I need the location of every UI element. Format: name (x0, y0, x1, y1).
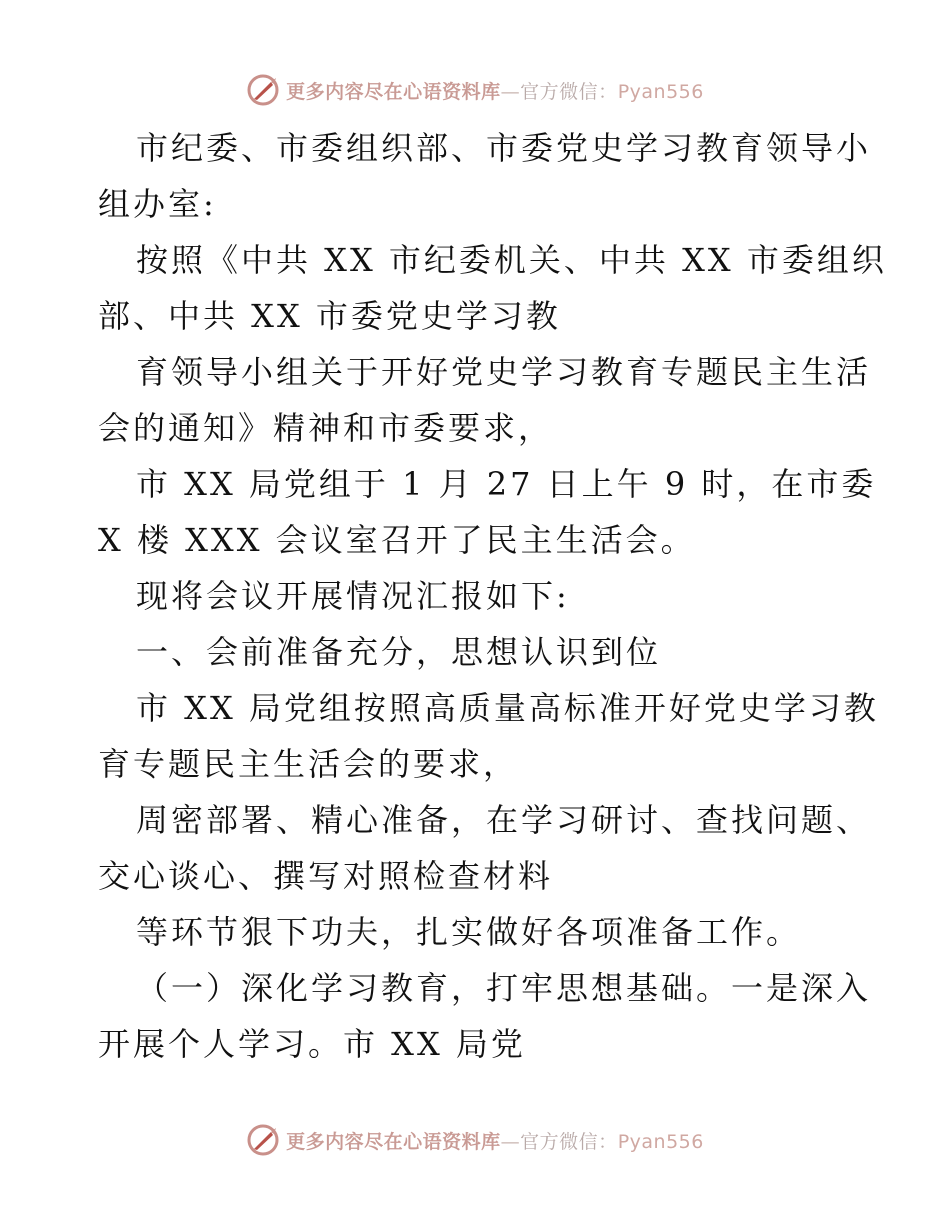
text-line: 部、中共 XX 市委党史学习教 (98, 297, 561, 335)
section-heading: 一、会前准备充分，思想认识到位 (136, 633, 662, 671)
watermark-header (0, 70, 950, 110)
text-line: 开展个人学习。市 XX 局党 (98, 1025, 526, 1063)
document-body (98, 120, 887, 1072)
text-line: 市纪委、市委组织部、市委党史学习教育领导小 (136, 129, 872, 167)
quill-logo-icon (246, 1123, 280, 1157)
text-line: 会的通知》精神和市委要求， (98, 409, 554, 447)
text-line: 现将会议开展情况汇报如下: (136, 577, 570, 615)
text-line: 市 XX 局党组按照高质量高标准开好党史学习教 (136, 689, 879, 727)
watermark-text: 更多内容尽在心语资料库—官方微信：Pyan556 (286, 80, 704, 103)
text-line: 等环节狠下功夫，扎实做好各项准备工作。 (136, 913, 802, 951)
watermark-text: 更多内容尽在心语资料库—官方微信：Pyan556 (286, 1130, 704, 1153)
text-line: 周密部署、精心准备，在学习研讨、查找问题、 (136, 801, 872, 839)
subsection-heading: （一）深化学习教育，打牢思想基础。一是深入 (136, 969, 872, 1007)
text-line: 育专题民主生活会的要求， (98, 745, 519, 783)
quill-logo-icon (246, 73, 280, 107)
watermark-footer (0, 1120, 950, 1160)
text-line: 按照《中共 XX 市纪委机关、中共 XX 市委组织 (136, 241, 887, 279)
text-line: 市 XX 局党组于 1 月 27 日上午 9 时，在市委 (136, 465, 877, 503)
text-line: 组办室: (98, 185, 217, 223)
text-line: 育领导小组关于开好党史学习教育专题民主生活 (136, 353, 872, 391)
text-line: 交心谈心、撰写对照检查材料 (98, 857, 554, 895)
text-line: X 楼 XXX 会议室召开了民主生活会。 (98, 521, 696, 559)
